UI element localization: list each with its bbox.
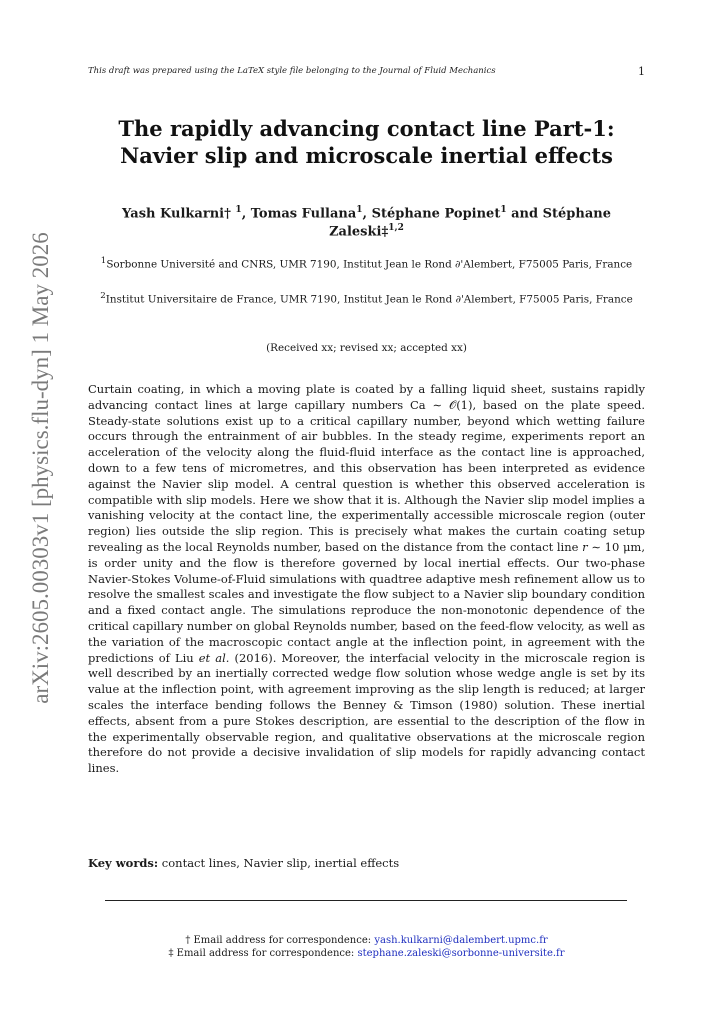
paper-title [88, 115, 645, 169]
affiliation-2-text: Institut Universitaire de France, UMR 7190, Institut Jean le Rond ∂'Alembert, F75005 Paris, France [105, 293, 633, 306]
email-link-1[interactable]: yash.kulkarni@dalembert.upmc.fr [374, 935, 548, 946]
footnote-1 [88, 934, 645, 947]
abstract-var-r: r [582, 539, 588, 554]
author-4-affil: 1,2 [388, 223, 404, 234]
running-head [88, 66, 645, 80]
keywords [88, 856, 645, 870]
abstract-part-3: (2016). Moreover, the interfacial velocity in the microscale region is well described by an inertially corrected wedge flow solution whose wedge angle is set by its value at the inflection point, with agreement improving as the slip length is reduced; at larger scales the interface bending follows the Benney & Timson (1980) solution. These inertial effects, absent from a pure Stokes description, are essential to the description of the flow in the experimentally observable region, and qualitative observations at the microscale region therefore do not provide a decisive invalidation of slip models for rapidly advancing contact lines. [88, 650, 645, 776]
title-line-1: The rapidly advancing contact line Part-1: [118, 116, 615, 141]
author-conjunction: and [511, 206, 539, 222]
abstract-part-2: ∼ 10 μm, is order unity and the flow is therefore governed by local inertial effects. Our two-phase Navier-Stokes Volume-of-Fluid simulations with quadtree adaptive mesh refinement allow us to resolve the smallest scales and investigate the flow subject to a Navier slip boundary condition and a fixed contact angle. The simulations reproduce the non-monotonic dependence of the critical capillary number on global Reynolds number, based on the feed-flow velocity, as well as the variation of the macroscopic contact angle at the inflection point, in agreement with the predictions of Liu [88, 539, 645, 665]
author-3: Stéphane Popinet [371, 206, 501, 222]
received-line: (Received xx; revised xx; accepted xx) [266, 342, 467, 354]
author-2: Tomas Fullana [250, 206, 357, 222]
author-2-affil: 1 [356, 205, 363, 215]
arxiv-stamp: arXiv:2605.00303v1 [physics.flu-dyn] 1 May 2026 [28, 232, 53, 704]
affiliation-2 [88, 289, 645, 307]
footnote-2-prefix: ‡ Email address for correspondence: [168, 948, 358, 959]
abstract-part-1: Curtain coating, in which a moving plate is coated by a falling liquid sheet, sustains rapidly advancing contact lines at large capillary numbers Ca ∼ 𝒪(1), based on the plate speed. Steady-state solutions exist up to a critical capillary number, beyond which wetting failure occurs through the entrainment of air bubbles. In the steady regime, experiments report an acceleration of the velocity along the fluid-fluid interface as the contact line is approached, down to a few tens of micrometres, and this observation has been interpreted as evidence against the Navier slip model. A central question is whether this observed acceleration is compatible with slip models. Here we show that it is. Although the Navier slip model implies a vanishing velocity at the contact line, the experimentally accessible microscale region (outer region) lies outside the slip region. This is precisely what makes the curtain coating setup revealing as the local Reynolds number, based on the distance from the contact line [88, 382, 645, 554]
page-number: 1 [638, 65, 645, 78]
affiliation-1-text: Sorbonne Université and CNRS, UMR 7190, Institut Jean le Rond ∂'Alembert, F75005 Paris, France [106, 258, 633, 271]
title-line-2: Navier slip and microscale inertial effects [120, 143, 613, 168]
keywords-text: contact lines, Navier slip, inertial effects [161, 856, 400, 870]
author-1-affil: 1 [235, 205, 242, 215]
abstract-etal: et al. [198, 650, 230, 665]
footnote-2 [88, 947, 645, 960]
author-4: Stéphane Zaleski‡ [329, 206, 611, 240]
running-head-text: This draft was prepared using the LaTeX style file belonging to the Journal of Fluid Mechanics [88, 66, 496, 76]
affiliation-2-mark: 2 [100, 291, 106, 301]
abstract [88, 382, 645, 777]
keywords-label: Key words: [88, 856, 159, 870]
author-1: Yash Kulkarni† [122, 206, 231, 222]
footnote-rule [105, 900, 627, 901]
footnote-1-prefix: † Email address for correspondence: [185, 935, 375, 946]
author-3-affil: 1 [500, 205, 507, 215]
affiliation-1 [88, 254, 645, 272]
author-list: Yash Kulkarni† $^1$, Tomas Fullana$^1$, Stéphane Popinet$^1$ and Stéphane Zaleski‡$^{1,2}$ [122, 205, 611, 240]
affiliation-1-mark: 1 [100, 256, 107, 266]
email-link-2[interactable]: stephane.zaleski@sorbonne-universite.fr [357, 948, 565, 959]
